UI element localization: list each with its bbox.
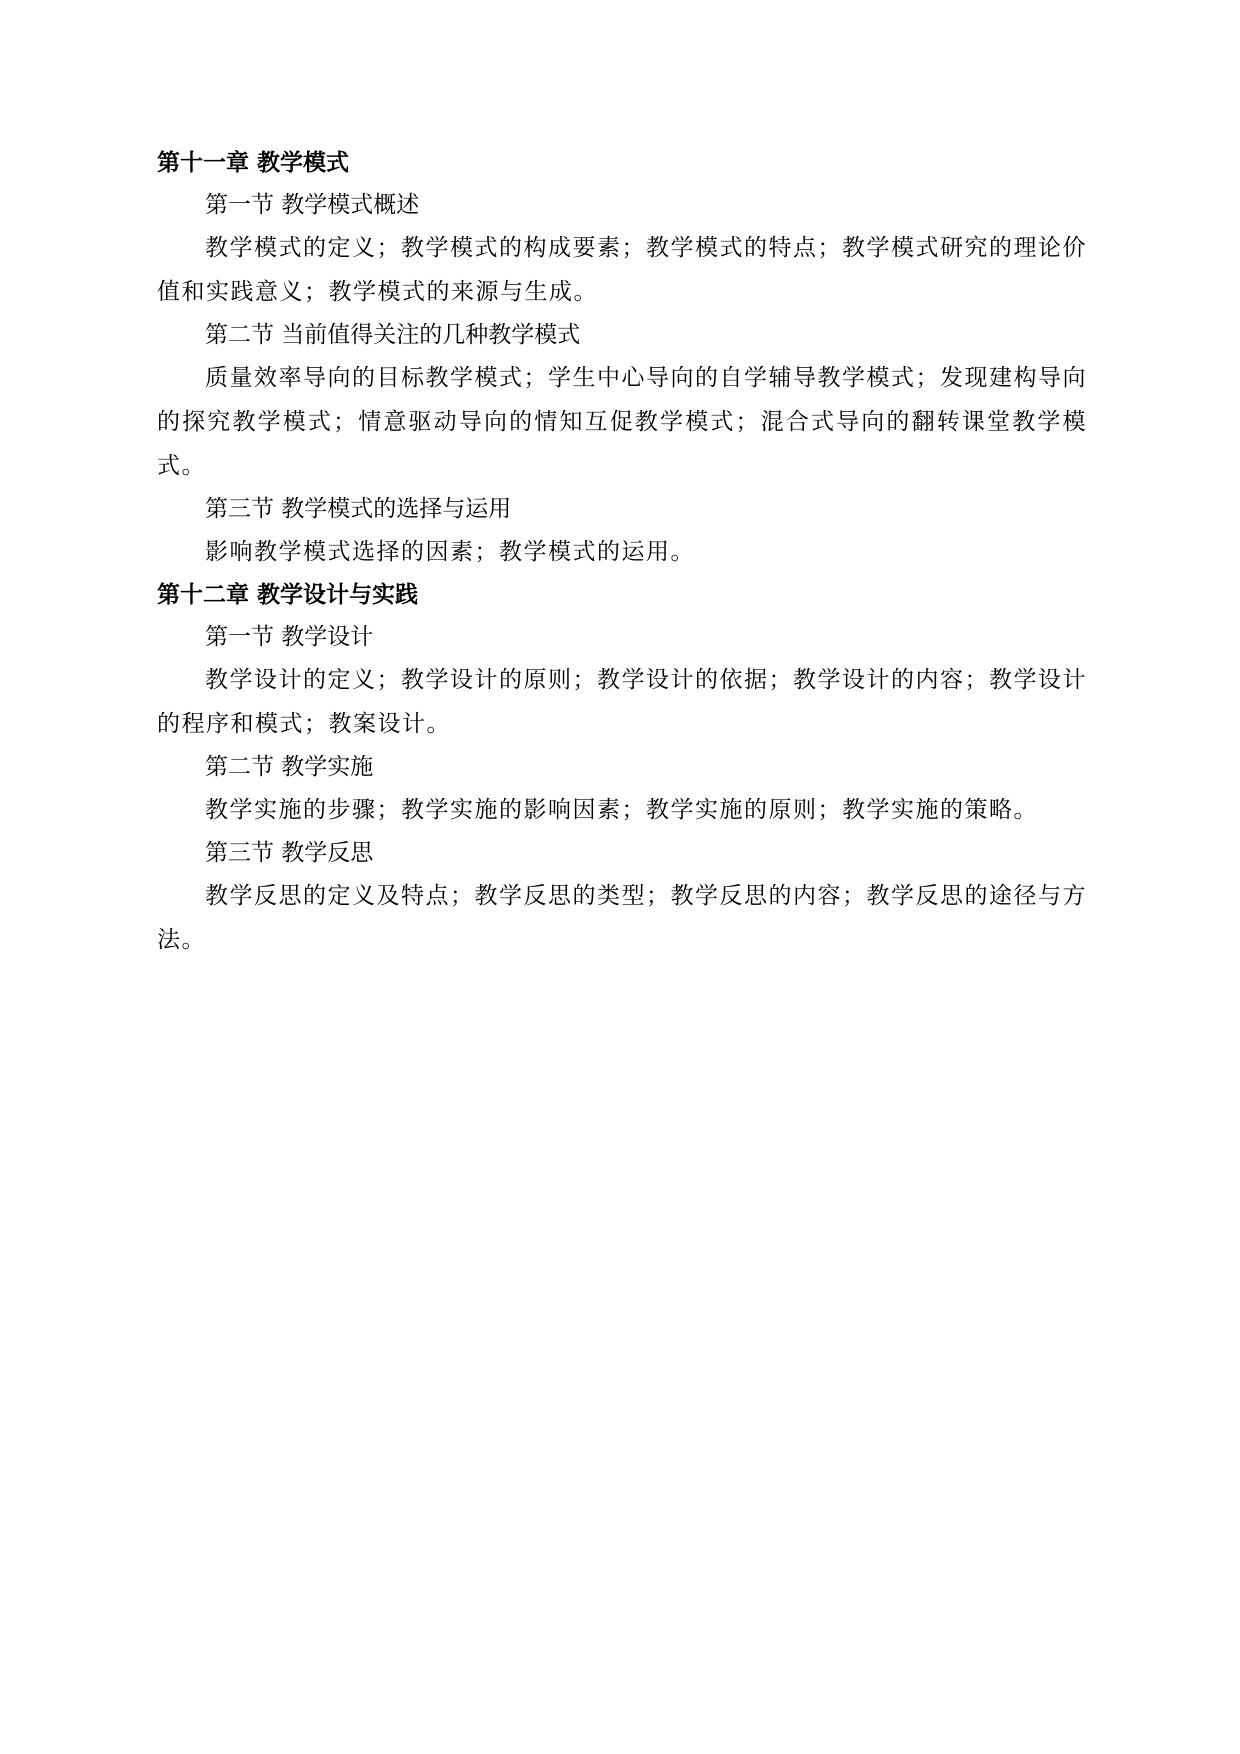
section-title: 第一节 教学模式概述 bbox=[205, 192, 420, 218]
section-12-2 bbox=[157, 746, 1087, 832]
section-title: 第二节 当前值得关注的几种教学模式 bbox=[205, 322, 581, 348]
chapter-title: 第十二章 教学设计与实践 bbox=[157, 582, 419, 608]
section-title: 第三节 教学反思 bbox=[205, 840, 374, 866]
section-body: 质量效率导向的目标教学模式；学生中心导向的自学辅导教学模式；发现建构导向的探究教学模式；情意驱动导向的情知互促教学模式；混合式导向的翻转课堂教学模式。 bbox=[157, 365, 1087, 479]
chapter-11 bbox=[157, 142, 1087, 574]
section-12-1 bbox=[157, 616, 1087, 746]
section-body: 影响教学模式选择的因素；教学模式的运用。 bbox=[205, 539, 695, 565]
section-body: 教学设计的定义；教学设计的原则；教学设计的依据；教学设计的内容；教学设计的程序和模式；教案设计。 bbox=[157, 667, 1087, 737]
chapter-title: 第十一章 教学模式 bbox=[157, 150, 350, 176]
document-page bbox=[157, 142, 1087, 962]
section-12-3 bbox=[157, 832, 1087, 962]
section-body: 教学模式的定义；教学模式的构成要素；教学模式的特点；教学模式研究的理论价值和实践意义；教学模式的来源与生成。 bbox=[157, 235, 1087, 305]
section-title: 第三节 教学模式的选择与运用 bbox=[205, 496, 512, 522]
section-body: 教学反思的定义及特点；教学反思的类型；教学反思的内容；教学反思的途径与方法。 bbox=[157, 883, 1087, 953]
section-title: 第一节 教学设计 bbox=[205, 624, 374, 650]
section-11-2 bbox=[157, 314, 1087, 488]
section-title: 第二节 教学实施 bbox=[205, 754, 374, 780]
chapter-12 bbox=[157, 574, 1087, 962]
section-11-3 bbox=[157, 488, 1087, 574]
section-11-1 bbox=[157, 184, 1087, 314]
section-body: 教学实施的步骤；教学实施的影响因素；教学实施的原则；教学实施的策略。 bbox=[205, 797, 1038, 823]
